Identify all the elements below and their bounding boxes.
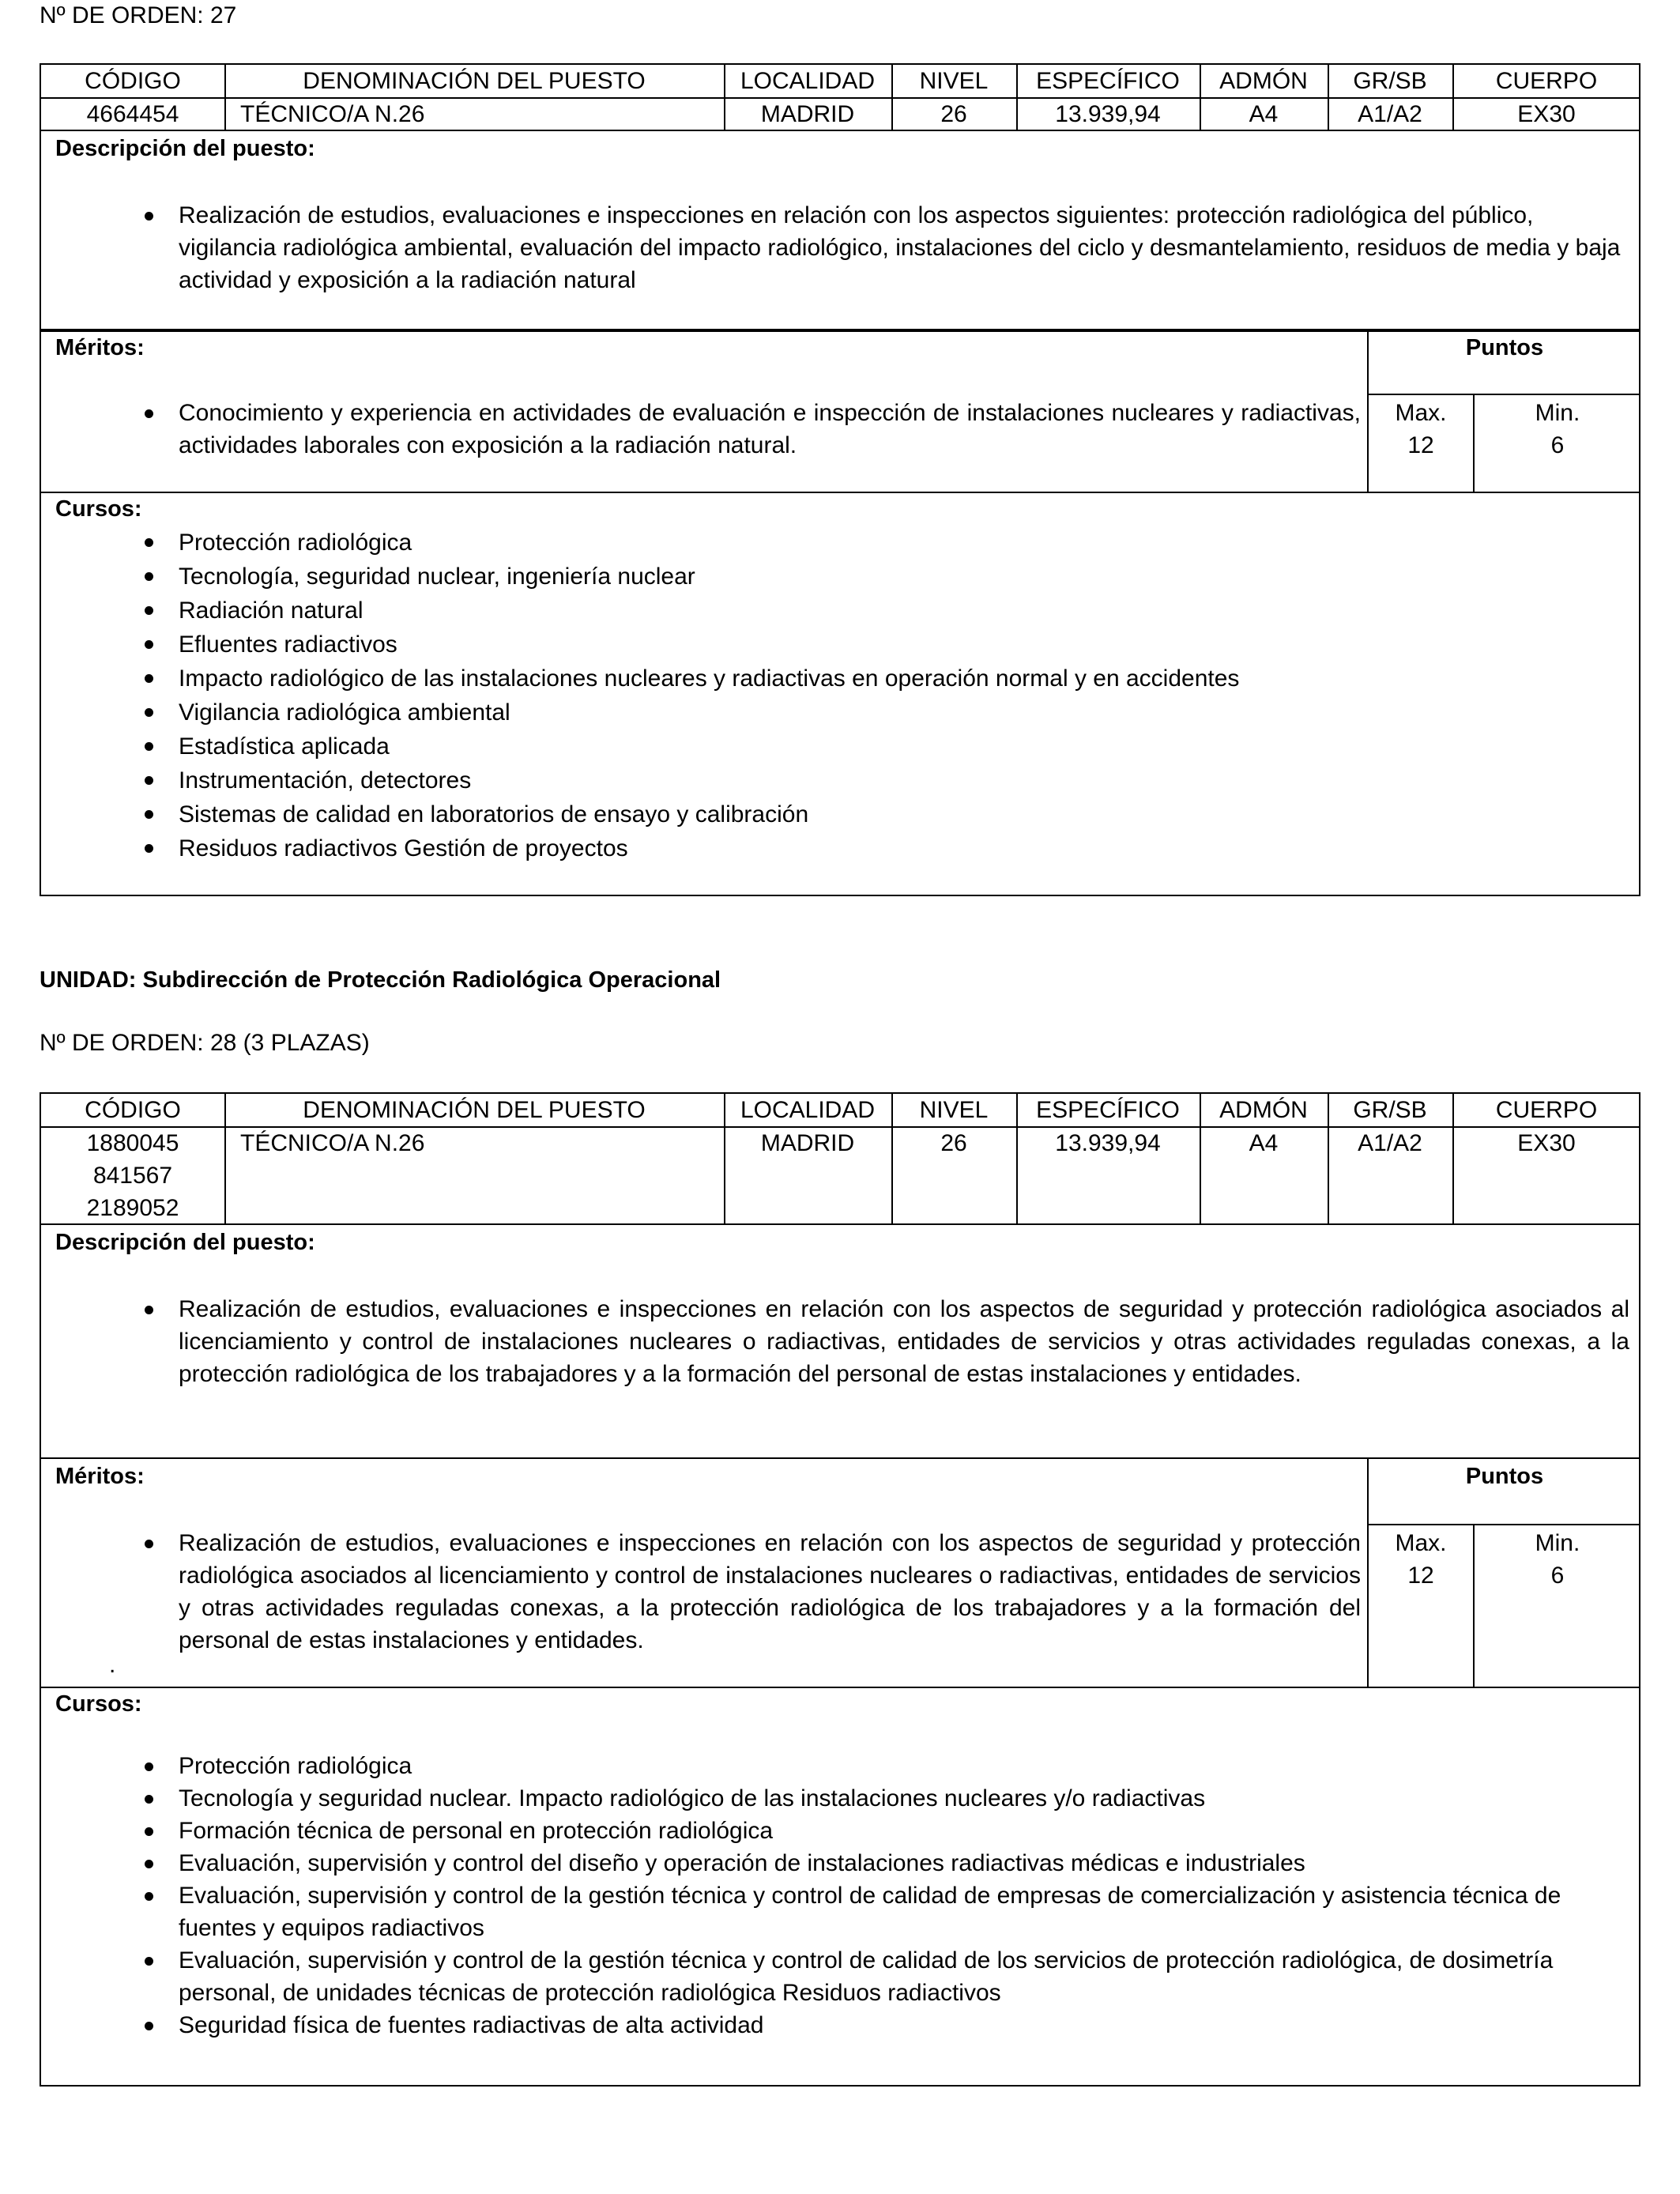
cursos-title: Cursos: (55, 1691, 142, 1717)
meritos-list (57, 397, 1361, 462)
descripcion-list (57, 199, 1629, 296)
list-item: Realización de estudios, evaluaciones e inspecciones en relación con los aspectos siguientes: protección radiológica del público, vigilancia radiológica ambiental, evaluación del impacto radiológico, instalaciones del ciclo y desmantelamiento, residuos de media y baja actividad y exposición a la radiación natural (57, 199, 1629, 296)
orden-label-28: Nº DE ORDEN: 28 (3 PLAZAS) (40, 1030, 370, 1056)
puntos-title: Puntos (1465, 1464, 1544, 1489)
descripcion-box-28 (40, 1223, 1640, 1459)
list-item: Seguridad física de fuentes radiactivas de alta actividad (57, 2009, 1629, 2041)
descripcion-title: Descripción del puesto: (55, 1230, 315, 1255)
cell-admon: A4 (1249, 1130, 1279, 1156)
cell-cuerpo: EX30 (1517, 1130, 1576, 1156)
header-grsb: GR/SB (1353, 1097, 1427, 1123)
header-localidad: LOCALIDAD (740, 68, 876, 94)
list-item: Evaluación, supervisión y control del diseño y operación de instalaciones radiactivas médicas e industriales (57, 1847, 1629, 1879)
stray-dot: . (109, 1652, 116, 1678)
list-item: Protección radiológica (57, 1750, 1629, 1782)
list-item: Conocimiento y experiencia en actividades de evaluación e inspección de instalaciones nucleares y radiactivas, actividades laborales con exposición a la radiación natural. (57, 397, 1361, 462)
list-item: Sistemas de calidad en laboratorios de ensayo y calibración (57, 797, 1629, 831)
max-value: 12 (1407, 1563, 1434, 1589)
cell-admon: A4 (1249, 101, 1279, 127)
cell-localidad: MADRID (760, 1130, 855, 1156)
list-item: Estadística aplicada (57, 729, 1629, 763)
cell-denominacion: TÉCNICO/A N.26 (240, 1130, 425, 1156)
list-item: Tecnología, seguridad nuclear, ingeniería nuclear (57, 560, 1629, 594)
meritos-title: Méritos: (55, 335, 145, 360)
cursos-box-27 (40, 492, 1640, 896)
header-codigo: CÓDIGO (85, 1097, 181, 1123)
header-denominacion: DENOMINACIÓN DEL PUESTO (303, 1097, 646, 1123)
max-label: Max. (1395, 1530, 1447, 1556)
header-especifico: ESPECÍFICO (1036, 1097, 1180, 1123)
cursos-title: Cursos: (55, 496, 142, 522)
descripcion-title: Descripción del puesto: (55, 136, 315, 161)
cell-cuerpo: EX30 (1517, 101, 1576, 127)
max-label: Max. (1395, 400, 1447, 426)
header-localidad: LOCALIDAD (740, 1097, 876, 1123)
min-label: Min. (1535, 1530, 1580, 1556)
list-item: Impacto radiológico de las instalaciones nucleares y radiactivas en operación normal y en accidentes (57, 662, 1629, 696)
cell-grsb: A1/A2 (1358, 1130, 1422, 1156)
cell-denominacion: TÉCNICO/A N.26 (240, 101, 425, 127)
cell-nivel: 26 (940, 1130, 967, 1156)
header-especifico: ESPECÍFICO (1036, 68, 1180, 94)
header-admon: ADMÓN (1219, 1097, 1308, 1123)
cell-especifico: 13.939,94 (1055, 101, 1161, 127)
list-item: Instrumentación, detectores (57, 763, 1629, 797)
min-value: 6 (1550, 432, 1565, 458)
cell-codigo-3: 2189052 (86, 1195, 179, 1221)
meritos-box-27 (40, 329, 1640, 493)
list-item: Vigilancia radiológica ambiental (57, 696, 1629, 729)
puntos-title: Puntos (1465, 335, 1544, 360)
list-item: Radiación natural (57, 594, 1629, 628)
cursos-list (57, 526, 1629, 865)
list-item: Tecnología y seguridad nuclear. Impacto radiológico de las instalaciones nucleares y/o radiactivas (57, 1782, 1629, 1815)
meritos-list (57, 1527, 1361, 1657)
list-item: Realización de estudios, evaluaciones e inspecciones en relación con los aspectos de seguridad y protección radiológica asociados al licenciamiento y control de instalaciones nucleares o radiactivas, entidades de servicios y otras actividades reguladas conexas, a la protección radiológica de los trabajadores y a la formación del personal de estas instalaciones y entidades. (57, 1527, 1361, 1657)
cell-codigo-2: 841567 (92, 1163, 173, 1189)
min-label: Min. (1535, 400, 1580, 426)
min-value: 6 (1550, 1563, 1565, 1589)
cell-codigo-1: 1880045 (86, 1130, 179, 1156)
list-item: Formación técnica de personal en protección radiológica (57, 1815, 1629, 1847)
cell-nivel: 26 (940, 101, 967, 127)
header-admon: ADMÓN (1219, 68, 1308, 94)
unidad-heading: UNIDAD: Subdirección de Protección Radiológica Operacional (40, 967, 721, 993)
list-item: Realización de estudios, evaluaciones e inspecciones en relación con los aspectos de seguridad y protección radiológica asociados al licenciamiento y control de instalaciones nucleares o radiactivas, entidades de servicios y otras actividades reguladas conexas, a la protección radiológica de los trabajadores y a la formación del personal de estas instalaciones y entidades. (57, 1293, 1629, 1390)
header-cuerpo: CUERPO (1495, 1097, 1598, 1123)
header-codigo: CÓDIGO (85, 68, 181, 94)
list-item: Efluentes radiactivos (57, 628, 1629, 662)
header-nivel: NIVEL (919, 68, 989, 94)
list-item: Evaluación, supervisión y control de la gestión técnica y control de calidad de los servicios de protección radiológica, de dosimetría personal, de unidades técnicas de protección radiológica Residuos radiactivos (57, 1944, 1629, 2009)
header-nivel: NIVEL (919, 1097, 989, 1123)
cell-localidad: MADRID (760, 101, 855, 127)
cell-especifico: 13.939,94 (1055, 1130, 1161, 1156)
puesto-table-28 (40, 1092, 1640, 1225)
cursos-box-28 (40, 1687, 1640, 2087)
cursos-list (57, 1750, 1629, 2041)
meritos-title: Méritos: (55, 1464, 145, 1489)
orden-label-27: Nº DE ORDEN: 27 (40, 2, 237, 28)
list-item: Protección radiológica (57, 526, 1629, 560)
cell-codigo: 4664454 (86, 101, 179, 127)
cell-grsb: A1/A2 (1358, 101, 1422, 127)
header-grsb: GR/SB (1353, 68, 1427, 94)
max-value: 12 (1407, 432, 1434, 458)
puesto-table-27 (40, 63, 1640, 131)
meritos-box-28 (40, 1457, 1640, 1688)
header-denominacion: DENOMINACIÓN DEL PUESTO (303, 68, 646, 94)
header-cuerpo: CUERPO (1495, 68, 1598, 94)
list-item: Evaluación, supervisión y control de la gestión técnica y control de calidad de empresas de comercialización y asistencia técnica de fuentes y equipos radiactivos (57, 1879, 1629, 1944)
descripcion-box-27 (40, 130, 1640, 332)
list-item: Residuos radiactivos Gestión de proyectos (57, 831, 1629, 865)
descripcion-list (57, 1293, 1629, 1390)
